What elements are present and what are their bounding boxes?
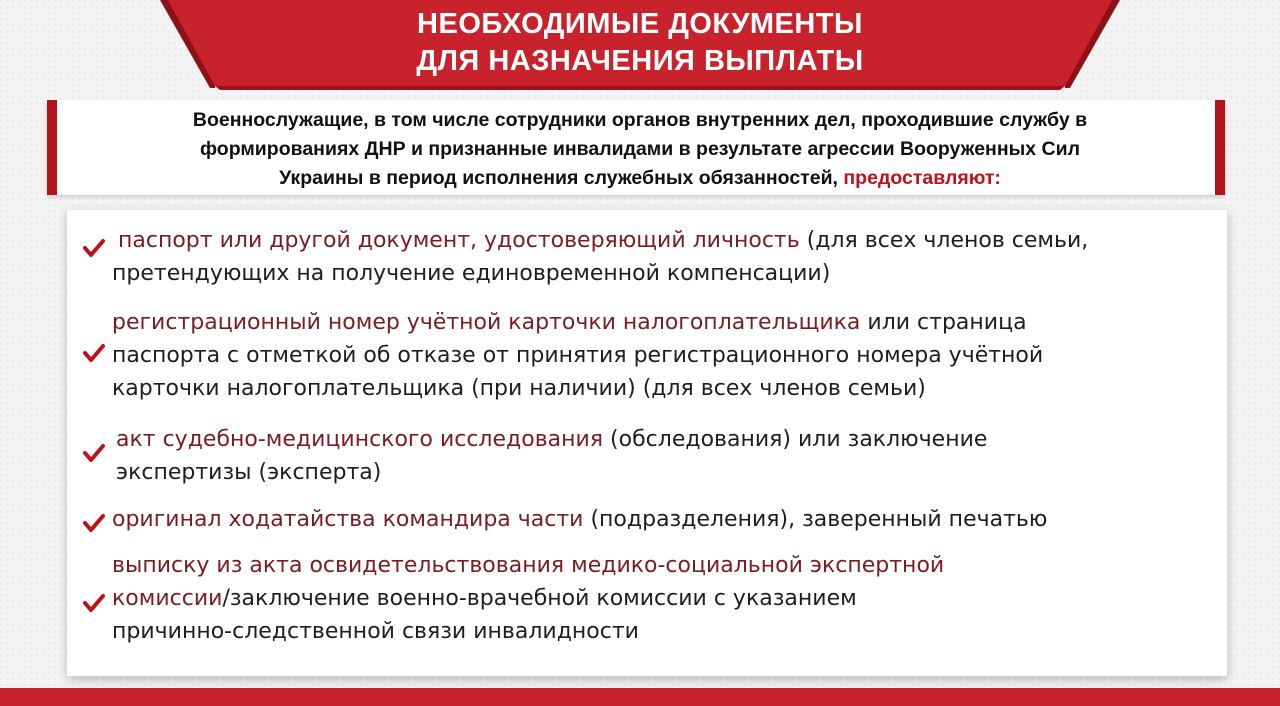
item-5-line-3: причинно-следственной связи инвалидности [112,619,639,644]
item-2-highlight: регистрационный номер учётной карточки налогоплательщика [112,310,861,335]
item-4-highlight: оригинал ходатайства командира части [112,507,584,532]
intro-emphasis: предоставляют: [843,167,1001,189]
intro-text [70,106,1210,193]
title-banner [0,0,1280,90]
item-1-highlight: паспорт или другой документ, удостоверяющий личность [118,228,800,253]
page-title [210,6,1070,80]
list-item [112,423,1192,489]
item-1-line-2: претендующих на получение единовременной компенсации) [112,261,831,286]
title-line-1: НЕОБХОДИМЫЕ ДОКУМЕНТЫ [417,8,863,40]
intro-accent-left [47,100,57,195]
bottom-band [0,688,1280,706]
item-5-highlight: выписку из акта освидетельствования медико-социальной экспертной [112,553,945,578]
checkmark-icon [83,443,105,463]
item-4-rest: (подразделения), заверенный печатью [583,507,1048,532]
item-2-rest: или страница [860,310,1027,335]
item-2-line-3: карточки налогоплательщика (при наличии) (для всех членов семьи) [112,376,926,401]
intro-line-3-main: Украины в период исполнения служебных обязанностей, [279,167,838,189]
title-line-2: ДЛЯ НАЗНАЧЕНИЯ ВЫПЛАТЫ [416,45,864,77]
list-item [112,549,1192,648]
checkmark-icon [83,513,105,533]
item-1-rest: (для всех членов семьи, [799,228,1089,253]
checkmark-icon [83,343,105,363]
item-3-rest: (обследования) или заключение [603,427,988,452]
item-5-line-2-highlight: комиссии [112,586,223,611]
list-item [112,224,1192,290]
list-item [112,503,1192,536]
intro-line-3 [70,164,1210,193]
checkmark-icon [83,593,105,613]
intro-accent-right [1215,100,1225,195]
intro-line-1: Военнослужащие, в том числе сотрудники органов внутренних дел, проходившие службу в [192,109,1088,131]
checkmark-icon [83,238,105,258]
item-2-line-2: паспорта с отметкой об отказе от принятия регистрационного номера учётной [112,343,1044,368]
item-5-line-2-rest: /заключение военно-врачебной комиссии с указанием [222,586,857,611]
item-3-line-2: экспертизы (эксперта) [116,460,382,485]
intro-line-2: формированиях ДНР и признанные инвалидами в результате агрессии Вооруженных Сил [200,138,1080,160]
list-item [112,306,1192,405]
item-3-highlight: акт судебно-медицинского исследования [116,427,604,452]
